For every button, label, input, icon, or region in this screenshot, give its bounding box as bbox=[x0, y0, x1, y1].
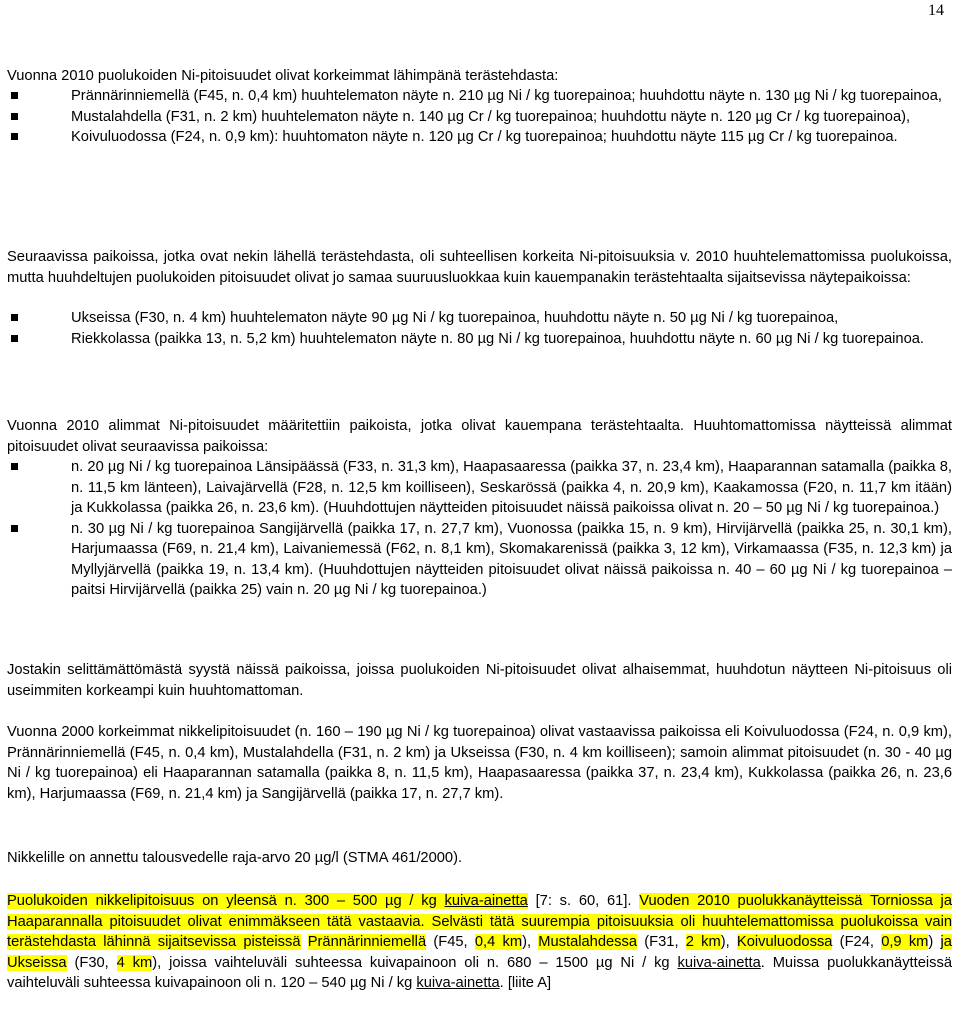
highlight: Vuoden 2010 puolukkanäytteissä Torniossa ja Haaparannalla pitoisuudet olivat enimmäkseen tätä vastaavia. Selvästi tätä suurempia pitoisuuksia oli huuhtelemattomissa puolukoissa vain terästehdasta lähinnä sijaitsevissa pisteissä bbox=[7, 893, 952, 950]
list-lowest-2010 bbox=[11, 457, 952, 601]
paragraph-limit-value: Nikkelille on annettu talousvedelle raja-arvo 20 µg/l (STMA 461/2000). bbox=[7, 850, 463, 866]
paragraph-highest-2010: Vuonna 2010 puolukoiden Ni-pitoisuudet olivat korkeimmat lähimpänä terästehdasta: bbox=[7, 68, 559, 84]
list-item: Koivuluodossa (F24, n. 0,9 km): huuhtomaton näyte n. 120 µg Cr / kg tuorepainoa; huuhdottu näyte 115 µg Cr / kg tuorepainoa. bbox=[11, 127, 952, 148]
paragraph-near-plant: Seuraavissa paikoissa, jotka ovat nekin lähellä terästehdasta, oli suhteellisen korkeita Ni-pitoisuuksia v. 2010 huuhtelemattomissa puolukoissa, mutta huuhdeltujen puolukoiden pitoisuudet olivat jo samaa suuruusluokkaa kuin kauempanakin terästehtaalta sijaitsevissa näytepaikoissa: bbox=[7, 249, 952, 286]
list-highest-2010 bbox=[11, 86, 952, 148]
list-item: Mustalahdella (F31, n. 2 km) huuhtelematon näyte n. 140 µg Cr / kg tuorepainoa; huuhdottu näyte n. 120 µg Cr / kg tuorepainoa), bbox=[11, 107, 952, 128]
page-number: 14 bbox=[928, 2, 944, 19]
list-near-plant bbox=[11, 308, 952, 349]
list-item: n. 20 µg Ni / kg tuorepainoa Länsipäässä (F33, n. 31,3 km), Haapasaaressa (paikka 37, n. 23,4 km), Haaparannan satamalla (paikka 8, n. 11,5 km länteen), Laivajärvellä (F28, n. 12,5 km koilliseen), Seskarössä (paikka 4, n. 20,9 km), Kaakamossa (F20, n. 11,7 km itään) ja Kukkolassa (paikka 26, n. 23,6 km). (Huuhdottujen näytteiden pitoisuudet näissä paikoissa olivat n. 20 – 50 µg Ni / kg tuorepainoa.) bbox=[11, 457, 952, 519]
paragraph-lowest-2010: Vuonna 2010 alimmat Ni-pitoisuudet määritettiin paikoista, jotka olivat kauempana terästehtaalta. Huuhtomattomissa näytteissä alimmat pitoisuudet olivat seuraavissa paikoissa: bbox=[7, 418, 952, 455]
list-item: Prännärinniemellä (F45, n. 0,4 km) huuhtelematon näyte n. 210 µg Ni / kg tuorepainoa; huuhdottu näyte n. 130 µg Ni / kg tuorepainoa, bbox=[11, 86, 952, 107]
list-item: n. 30 µg Ni / kg tuorepainoa Sangijärvellä (paikka 17, n. 27,7 km), Vuonossa (paikka 15, n. 9 km), Hirvijärvellä (paikka 25, n. 30,1 km), Harjumaassa (F69, n. 21,4 km), Laivaniemessä (F62, n. 8,1 km), Skomakarenissä (paikka 3, 12 km), Virkamaassa (F35, n. 12,3 km) ja Myllyjärvellä (paikka 19, n. 13,4 km). (Huuhdottujen näytteiden pitoisuudet olivat näissä paikoissa n. 40 – 60 µg Ni / kg tuorepainoa – paitsi Hirvijärvellä (paikka 25) vain n. 20 µg Ni / kg tuorepainoa.) bbox=[11, 519, 952, 601]
list-item: Riekkolassa (paikka 13, n. 5,2 km) huuhtelematon näyte n. 80 µg Ni / kg tuorepainoa, huuhdottu näyte n. 60 µg Ni / kg tuorepainoa. bbox=[11, 329, 952, 350]
list-item: Ukseissa (F30, n. 4 km) huuhtelematon näyte 90 µg Ni / kg tuorepainoa, huuhdottu näyte n. 50 µg Ni / kg tuorepainoa, bbox=[11, 308, 952, 329]
paragraph-unexplained: Jostakin selittämättömästä syystä näissä paikoissa, joissa puolukoiden Ni-pitoisuudet olivat alhaisemmat, huuhdotun näytteen Ni-pitoisuus oli useimmiten korkeampi kuin huuhtomattoman. bbox=[7, 662, 952, 699]
highlight: Puolukoiden nikkelipitoisuus on yleensä n. 300 – 500 µg / kg kuiva-ainetta bbox=[7, 893, 528, 909]
paragraph-summary: Puolukoiden nikkelipitoisuus on yleensä n. 300 – 500 µg / kg kuiva-ainetta [7: s. 60, 61]. Vuoden 2010 puolukkanäytteissä Torniossa ja Haaparannalla pitoisuudet olivat enimmäkseen tätä vastaavia. Selvästi tätä suurempia pitoisuuksia oli huuhtelemattomissa puolukoissa vain terästehdasta lähinnä sijaitsevissa pisteissä Prännärinniemellä (F45, 0,4 km), Mustalahdessa (F31, 2 km), Koivuluodossa (F24, 0,9 km) ja Ukseissa (F30, 4 km), joissa vaihteluväli suhteessa kuivapainoon oli n. 680 – 1500 µg Ni / kg kuiva-ainetta. Muissa puolukkanäytteissä vaihteluväli suhteessa kuivapainoon oli n. 120 – 540 µg Ni / kg kuiva-ainetta. [liite A] bbox=[7, 893, 953, 991]
paragraph-year-2000: Vuonna 2000 korkeimmat nikkelipitoisuudet (n. 160 – 190 µg Ni / kg tuorepainoa) olivat vastaavissa paikoissa eli Koivuluodossa (F24, n. 0,9 km), Prännärinniemellä (F45, n. 0,4 km), Mustalahdella (F31, n. 2 km) ja Ukseissa (F30, n. 4 km koilliseen); samoin alimmat pitoisuudet (n. 30 - 40 µg Ni / kg tuorepainoa) eli Haaparannan satamalla (paikka 8, n. 11,5 km), Haapasaaressa (paikka 37, n. 23,4 km), Kukkolassa (paikka 26, n. 23,6 km), Harjumaassa (F69, n. 21,4 km) ja Sangijärvellä (paikka 17, n. 27,7 km). bbox=[7, 724, 952, 802]
